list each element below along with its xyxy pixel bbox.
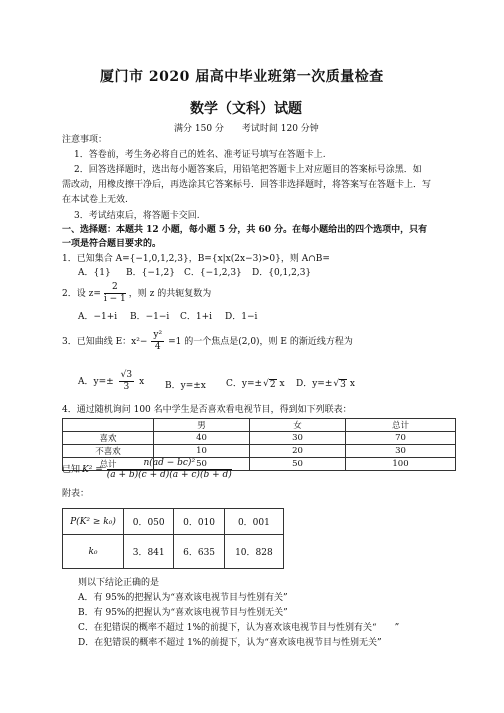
q3-numerator: y² (153, 330, 163, 340)
table-cell: 不喜欢 (63, 445, 154, 458)
q4-stem: 4．通过随机询问 100 名中学生是否喜欢看电视节目，得到如下列联表： (62, 405, 352, 415)
table-header-row (63, 419, 456, 432)
q2-option-c: C．1+i (180, 312, 213, 322)
appendix-label: 附表： (62, 489, 90, 499)
note-item: 2．回答选择题时，选出每小题答案后，用铅笔把答题卡上对应题目的答案标号涂黑．如 (74, 165, 422, 175)
q1-option-b: B．{−1,2} (126, 268, 175, 278)
q3-prefix: 3．已知曲线 E：x²− (62, 336, 148, 347)
table-cell: 6．635 (174, 535, 224, 569)
table-cell: 70 (346, 432, 456, 445)
table-header-cell (63, 419, 154, 432)
q4-option-c: C．在犯错误的概率不超过 1%的前提下，认为喜欢该电视节目与性别有关“ ” (78, 623, 400, 633)
q4-option-b: B．有 95%的把握认为“喜欢该电视节目与性别无关” (78, 608, 288, 618)
q3-denominator: 4 (154, 342, 161, 352)
q3-fraction (151, 330, 164, 353)
q3-option-a-numerator: √3 (120, 370, 133, 380)
table-cell: 30 (250, 432, 346, 445)
table-cell: 40 (154, 432, 250, 445)
formula-numerator: n(ad − bc)² (107, 458, 232, 470)
q2-option-a: A．−1+i (78, 312, 118, 322)
table-cell: 20 (250, 445, 346, 458)
q1-option-d: D．{0,1,2,3} (252, 268, 312, 278)
table-cell: 总计 (63, 458, 154, 471)
q1-option-a: A．{1} (78, 268, 111, 278)
q2-fraction (104, 282, 126, 305)
exam-subtitle: 数学（文科）试题 (190, 101, 302, 117)
q3-option-c: C．y=± √ 2 x (226, 379, 285, 390)
q3-option-b: B．y=±x (165, 381, 206, 391)
formula-denominator: (a + b)(c + d)(a + c)(b + d) (106, 470, 232, 480)
exam-title: 厦门市 2020 届高中毕业班第一次质量检查 (100, 69, 384, 85)
table-cell: 10．828 (224, 535, 283, 569)
k-squared-formula (62, 458, 232, 481)
note-item: 3．考试结束后，将答题卡交回. (74, 211, 200, 221)
table-row (63, 432, 456, 445)
q3-option-c-suffix: x (279, 379, 285, 389)
q4-question: 则以下结论正确的是 (78, 578, 160, 588)
q4-option-a: A．有 95%的把握认为“喜欢该电视节目与性别有关” (78, 593, 288, 603)
exam-meta: 满分 150 分 考试时间 120 分钟 (174, 124, 319, 134)
formula-fraction (107, 458, 232, 481)
q3-suffix: =1 的一个焦点是(2,0)，则 E 的渐近线方程为 (168, 336, 353, 347)
note-item: 需改动，用橡皮擦干净后，再选涂其它答案标号．回答非选择题时，将答案写在答题卡上．写 (62, 180, 432, 190)
table-cell: 100 (346, 458, 456, 471)
q3-option-a-prefix: A．y=± (78, 376, 114, 387)
table-cell: 3．841 (124, 535, 174, 569)
q1-option-c: C．{−1,2,3} (184, 268, 242, 278)
q3-option-d-suffix: x (349, 379, 355, 389)
q3-option-a-fraction (119, 370, 134, 393)
table-cell: 0．010 (174, 509, 224, 535)
table-cell: 0．001 (224, 509, 283, 535)
section-heading: 一、选择题：本题共 12 小题，每小题 5 分，共 60 分。在每小题给出的四个选项中，只有 (62, 225, 428, 235)
q2-option-d: D．1−i (225, 312, 258, 322)
q1-stem: 1．已知集合 A={−1,0,1,2,3}，B={x|x(2x−3)>0}，则 A∩B= (62, 254, 330, 264)
q3-option-a (78, 370, 144, 393)
table-cell: 50 (154, 458, 250, 471)
table-cell: 50 (250, 458, 346, 471)
q3-option-a-suffix: x (139, 376, 145, 387)
section-heading-cont: 一项是符合题目要求的。 (62, 239, 162, 249)
table-header-cell: 女 (250, 419, 346, 432)
table-cell: 0．050 (124, 509, 174, 535)
formula-lhs: K² = (82, 464, 103, 475)
note-item: 1．答卷前，考生务必将自己的姓名、准考证号填写在答题卡上. (74, 150, 326, 160)
q4-option-d: D．在犯错误的概率不超过 1%的前提下，认为“喜欢该电视节目与性别无关” (78, 638, 382, 648)
table-row (63, 445, 456, 458)
critical-value-table (62, 508, 284, 569)
table-row (63, 535, 284, 569)
q3-option-d-prefix: D．y=± (296, 379, 333, 389)
table-cell: 10 (154, 445, 250, 458)
formula-prefix: 已知 (62, 464, 81, 475)
q2-option-b: B．−1−i (130, 312, 170, 322)
q3-option-a-denominator: 3 (123, 382, 130, 392)
table-row (63, 509, 284, 535)
table-header-cell: 男 (154, 419, 250, 432)
table-row-label: k₀ (63, 535, 124, 569)
table-row-label: P(K² ≥ k₀) (63, 509, 124, 535)
q3-option-c-prefix: C．y=± (226, 379, 263, 389)
q3-option-d: D．y=± √ 3 x (296, 379, 355, 390)
q2-prefix: 2．设 z= (62, 288, 101, 299)
q2-suffix: ，则 z 的共轭复数为 (128, 288, 212, 299)
q3-option-c-radicand: 2 (269, 379, 276, 390)
q2-numerator: 2 (104, 282, 126, 294)
table-header-cell: 总计 (346, 419, 456, 432)
q2-denominator: i − 1 (103, 294, 126, 304)
q3-option-d-radicand: 3 (340, 379, 346, 390)
q2-stem (62, 282, 211, 305)
table-cell: 喜欢 (63, 432, 154, 445)
note-item: 在本试卷上无效. (62, 195, 128, 205)
notes-heading: 注意事项： (62, 135, 108, 145)
table-cell: 30 (346, 445, 456, 458)
q3-stem (62, 330, 353, 353)
